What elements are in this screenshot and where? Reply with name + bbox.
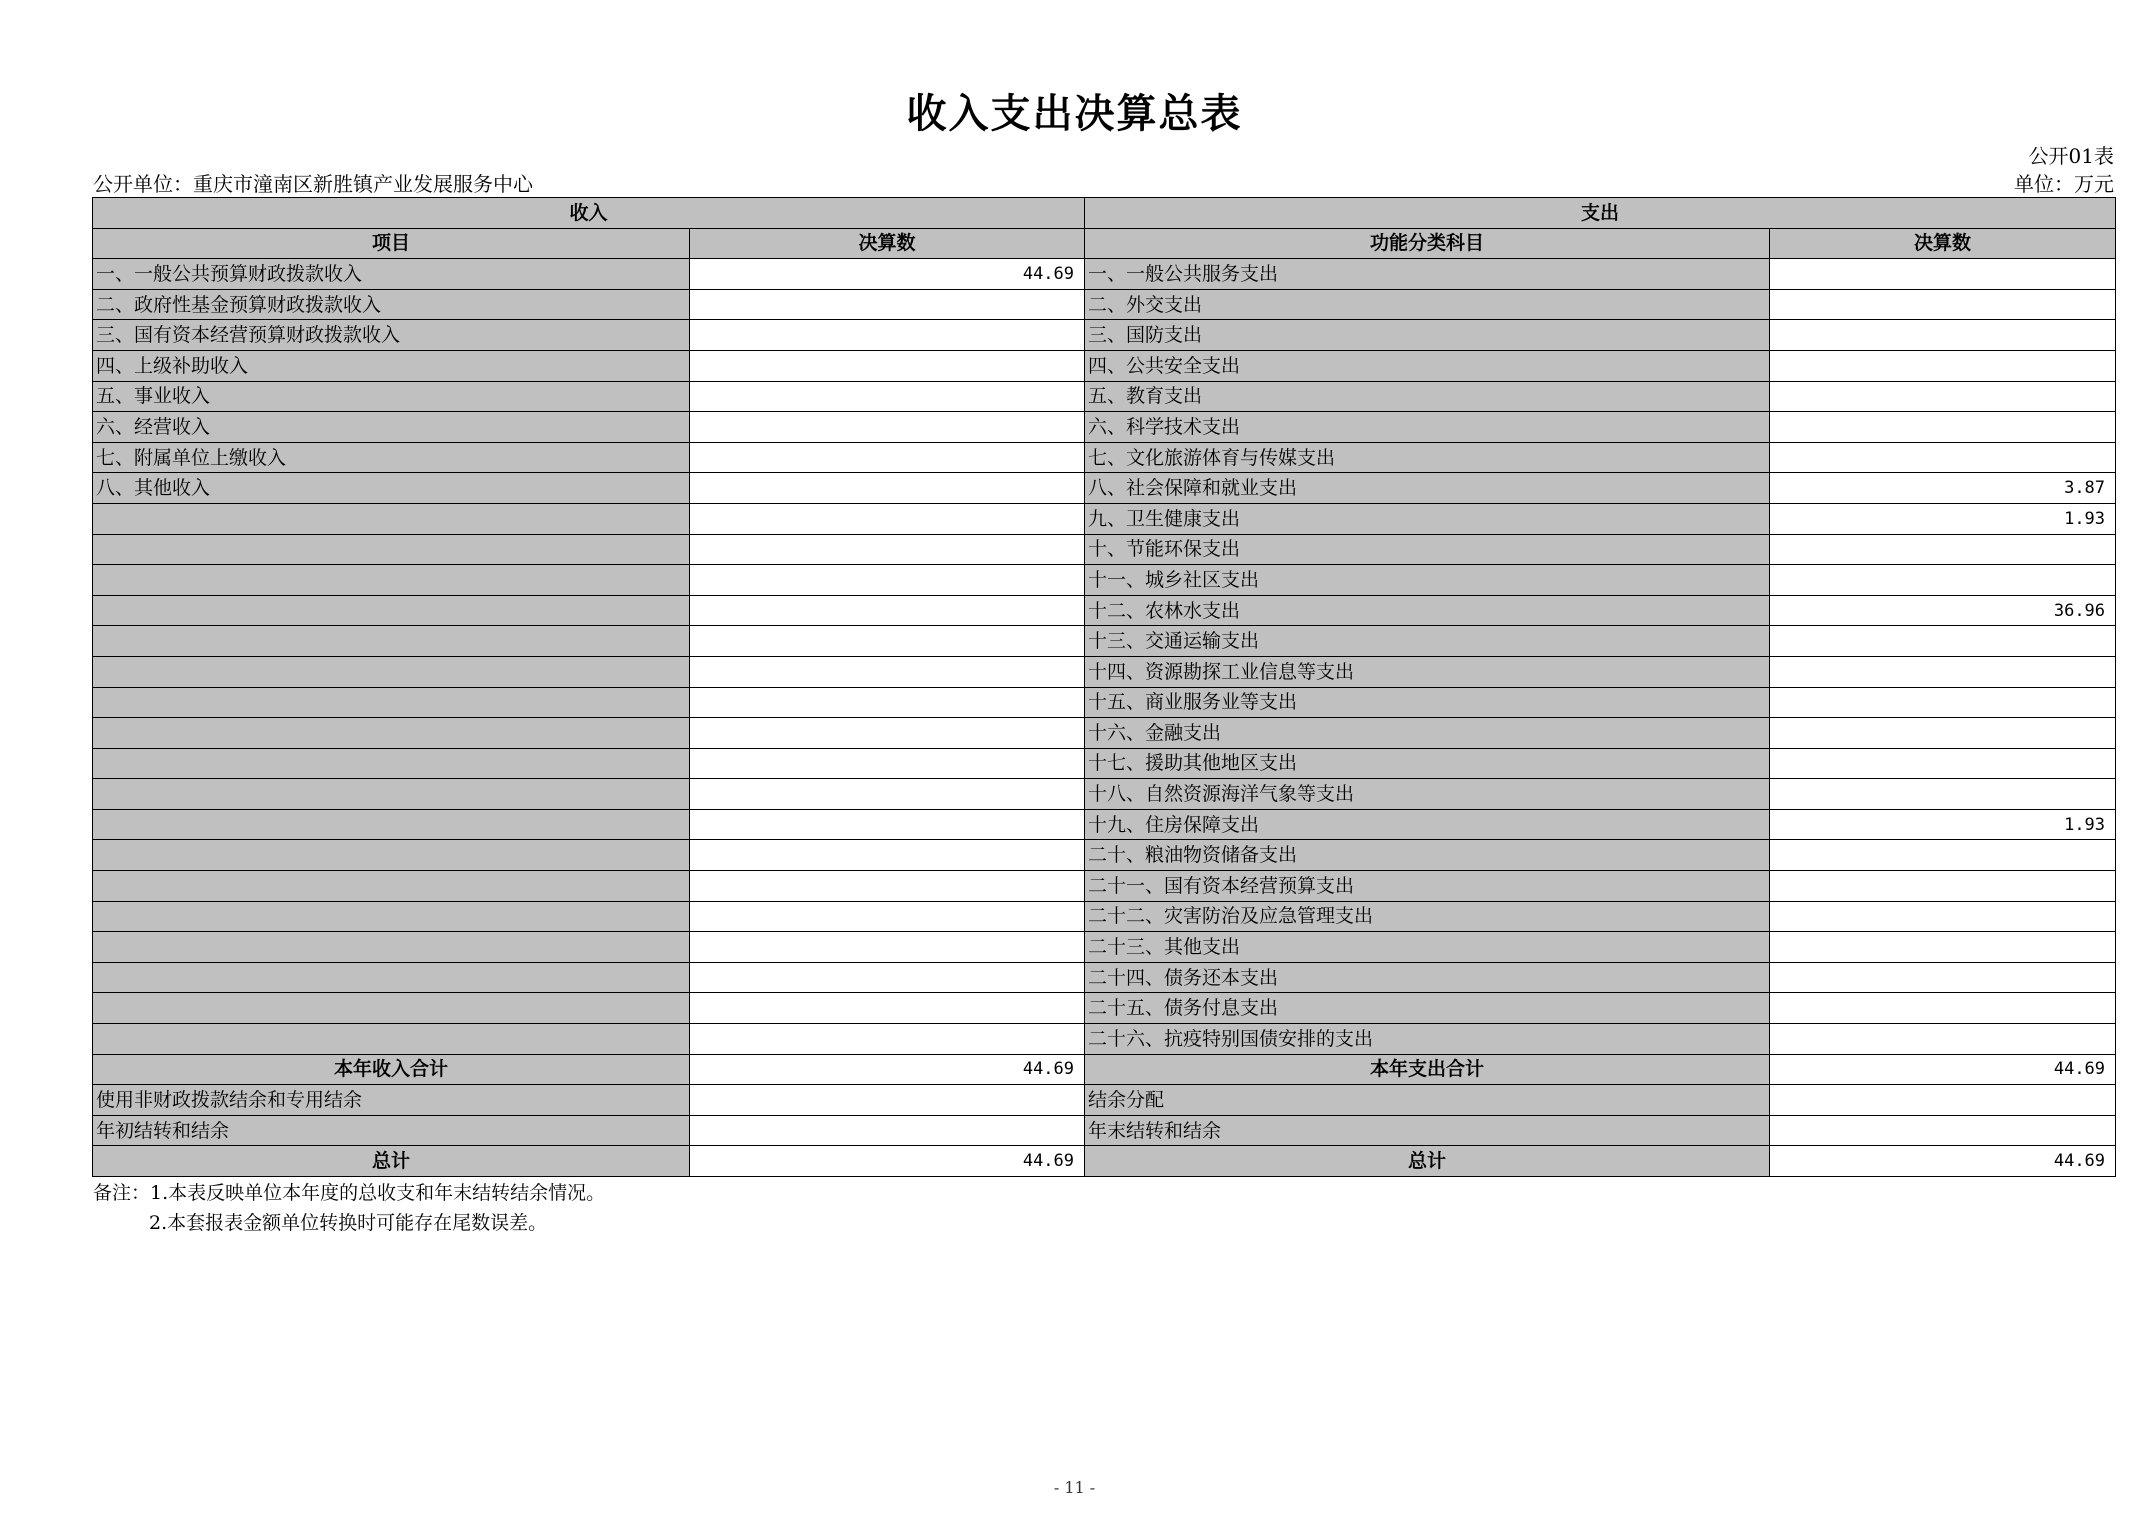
table-row [93,259,2116,290]
income-amount [690,840,1085,871]
form-number: 公开01表 [2028,144,2114,168]
expense-item: 二十一、国有资本经营预算支出 [1085,871,1770,902]
expense-amount [1770,962,2116,993]
income-amount [690,442,1085,473]
table-row [93,412,2116,443]
table-row [93,901,2116,932]
expense-item: 二、外交支出 [1085,289,1770,320]
income-amount [690,779,1085,810]
nonfiscal-row [93,1085,2116,1116]
expense-amount [1770,626,2116,657]
income-item: 八、其他收入 [93,473,690,504]
column-header-row [93,228,2116,259]
item-header: 项目 [93,228,690,259]
function-class-header: 功能分类科目 [1085,228,1770,259]
income-item [93,962,690,993]
section-header-row [93,198,2116,229]
expense-section-header: 支出 [1085,198,2116,229]
income-item: 五、事业收入 [93,381,690,412]
income-amount [690,718,1085,749]
expense-amount-header: 决算数 [1770,228,2116,259]
income-item [93,626,690,657]
grand-income-value: 44.69 [690,1146,1085,1177]
income-item [93,565,690,596]
income-item [93,1024,690,1055]
income-section-header: 收入 [93,198,1085,229]
income-item: 一、一般公共预算财政拨款收入 [93,259,690,290]
year-total-row [93,1054,2116,1085]
expense-item: 十七、援助其他地区支出 [1085,748,1770,779]
income-item [93,993,690,1024]
income-item [93,779,690,810]
expense-item: 一、一般公共服务支出 [1085,259,1770,290]
expense-item: 二十六、抗疫特别国债安排的支出 [1085,1024,1770,1055]
expense-amount [1770,442,2116,473]
expense-amount [1770,901,2116,932]
income-amount [690,473,1085,504]
grand-income-label: 总计 [93,1146,690,1177]
table-row [93,503,2116,534]
income-amount [690,932,1085,963]
expense-item: 二十二、灾害防治及应急管理支出 [1085,901,1770,932]
table-row [93,687,2116,718]
expense-amount [1770,748,2116,779]
income-item: 三、国有资本经营预算财政拨款收入 [93,320,690,351]
expense-amount [1770,656,2116,687]
table-row [93,442,2116,473]
expense-item: 二十、粮油物资储备支出 [1085,840,1770,871]
currency-unit: 单位：万元 [2014,171,2114,196]
table-row [93,718,2116,749]
expense-item: 十二、农林水支出 [1085,595,1770,626]
expense-item: 十六、金融支出 [1085,718,1770,749]
income-item: 二、政府性基金预算财政拨款收入 [93,289,690,320]
expense-amount [1770,871,2116,902]
income-amount [690,871,1085,902]
table-row [93,748,2116,779]
expense-amount [1770,993,2116,1024]
end-carryover-value [1770,1115,2116,1146]
income-item [93,932,690,963]
expense-amount [1770,534,2116,565]
income-amount [690,381,1085,412]
income-amount [690,503,1085,534]
income-amount [690,993,1085,1024]
table-row [93,473,2116,504]
expense-item: 十三、交通运输支出 [1085,626,1770,657]
carryover-row [93,1115,2116,1146]
year-income-label: 本年收入合计 [93,1054,690,1085]
begin-carryover-label: 年初结转和结余 [93,1115,690,1146]
surplus-dist-value [1770,1085,2116,1116]
income-item [93,901,690,932]
expense-amount [1770,840,2116,871]
year-income-value: 44.69 [690,1054,1085,1085]
expense-amount [1770,289,2116,320]
note-line-1: 备注：1.本表反映单位本年度的总收支和年末结转结余情况。 [93,1182,606,1204]
page-number: - 11 - [1053,1478,1096,1497]
table-row [93,962,2116,993]
expense-item: 九、卫生健康支出 [1085,503,1770,534]
end-carryover-label: 年末结转和结余 [1085,1115,1770,1146]
income-amount [690,901,1085,932]
nonfiscal-label: 使用非财政拨款结余和专用结余 [93,1085,690,1116]
income-amount-header: 决算数 [690,228,1085,259]
income-amount [690,289,1085,320]
expense-item: 十五、商业服务业等支出 [1085,687,1770,718]
income-item [93,656,690,687]
table-row [93,871,2116,902]
reporting-unit: 公开单位：重庆市潼南区新胜镇产业发展服务中心 [93,171,533,196]
table-row [93,809,2116,840]
year-expense-label: 本年支出合计 [1085,1054,1770,1085]
expense-item: 二十四、债务还本支出 [1085,962,1770,993]
table-row [93,932,2116,963]
expense-amount [1770,412,2116,443]
grand-total-row [93,1146,2116,1177]
table-row [93,840,2116,871]
expense-item: 十四、资源勘探工业信息等支出 [1085,656,1770,687]
table-row [93,993,2116,1024]
income-amount [690,962,1085,993]
income-amount [690,748,1085,779]
expense-amount: 1.93 [1770,809,2116,840]
expense-amount [1770,932,2116,963]
page-title: 收入支出决算总表 [906,91,1243,137]
expense-item: 十一、城乡社区支出 [1085,565,1770,596]
income-item [93,503,690,534]
expense-item: 二十三、其他支出 [1085,932,1770,963]
income-item: 四、上级补助收入 [93,350,690,381]
income-amount [690,626,1085,657]
income-amount [690,656,1085,687]
table-row [93,626,2116,657]
expense-item: 七、文化旅游体育与传媒支出 [1085,442,1770,473]
income-amount: 44.69 [690,259,1085,290]
table-row [93,1024,2116,1055]
expense-amount [1770,1024,2116,1055]
expense-amount [1770,259,2116,290]
expense-amount [1770,350,2116,381]
income-item [93,687,690,718]
expense-item: 五、教育支出 [1085,381,1770,412]
expense-amount [1770,779,2116,810]
expense-item: 十九、住房保障支出 [1085,809,1770,840]
expense-amount: 36.96 [1770,595,2116,626]
income-item [93,809,690,840]
income-amount [690,320,1085,351]
expense-item: 八、社会保障和就业支出 [1085,473,1770,504]
table-row [93,656,2116,687]
income-amount [690,1024,1085,1055]
income-item [93,718,690,749]
nonfiscal-value [690,1085,1085,1116]
income-amount [690,687,1085,718]
budget-table [92,197,2116,1177]
income-item [93,595,690,626]
expense-item: 十、节能环保支出 [1085,534,1770,565]
unit-row [93,168,2114,196]
expense-amount [1770,687,2116,718]
table-row [93,779,2116,810]
income-item [93,534,690,565]
table-row [93,320,2116,351]
expense-amount [1770,381,2116,412]
notes [93,1178,605,1238]
expense-amount [1770,718,2116,749]
expense-item: 十八、自然资源海洋气象等支出 [1085,779,1770,810]
table-row [93,350,2116,381]
surplus-dist-label: 结余分配 [1085,1085,1770,1116]
table-row [93,595,2116,626]
expense-amount: 3.87 [1770,473,2116,504]
expense-amount [1770,320,2116,351]
income-item: 六、经营收入 [93,412,690,443]
income-amount [690,412,1085,443]
income-amount [690,534,1085,565]
year-expense-value: 44.69 [1770,1054,2116,1085]
expense-item: 二十五、债务付息支出 [1085,993,1770,1024]
expense-amount: 1.93 [1770,503,2116,534]
table-row [93,381,2116,412]
note-line-2: 2.本套报表金额单位转换时可能存在尾数误差。 [149,1212,548,1234]
income-amount [690,350,1085,381]
begin-carryover-value [690,1115,1085,1146]
income-item [93,748,690,779]
income-amount [690,809,1085,840]
income-item [93,871,690,902]
grand-expense-value: 44.69 [1770,1146,2116,1177]
expense-item: 四、公共安全支出 [1085,350,1770,381]
income-item [93,840,690,871]
expense-item: 三、国防支出 [1085,320,1770,351]
income-amount [690,565,1085,596]
table-row [93,289,2116,320]
table-row [93,534,2116,565]
expense-item: 六、科学技术支出 [1085,412,1770,443]
income-amount [690,595,1085,626]
expense-amount [1770,565,2116,596]
income-item: 七、附属单位上缴收入 [93,442,690,473]
table-row [93,565,2116,596]
grand-expense-label: 总计 [1085,1146,1770,1177]
